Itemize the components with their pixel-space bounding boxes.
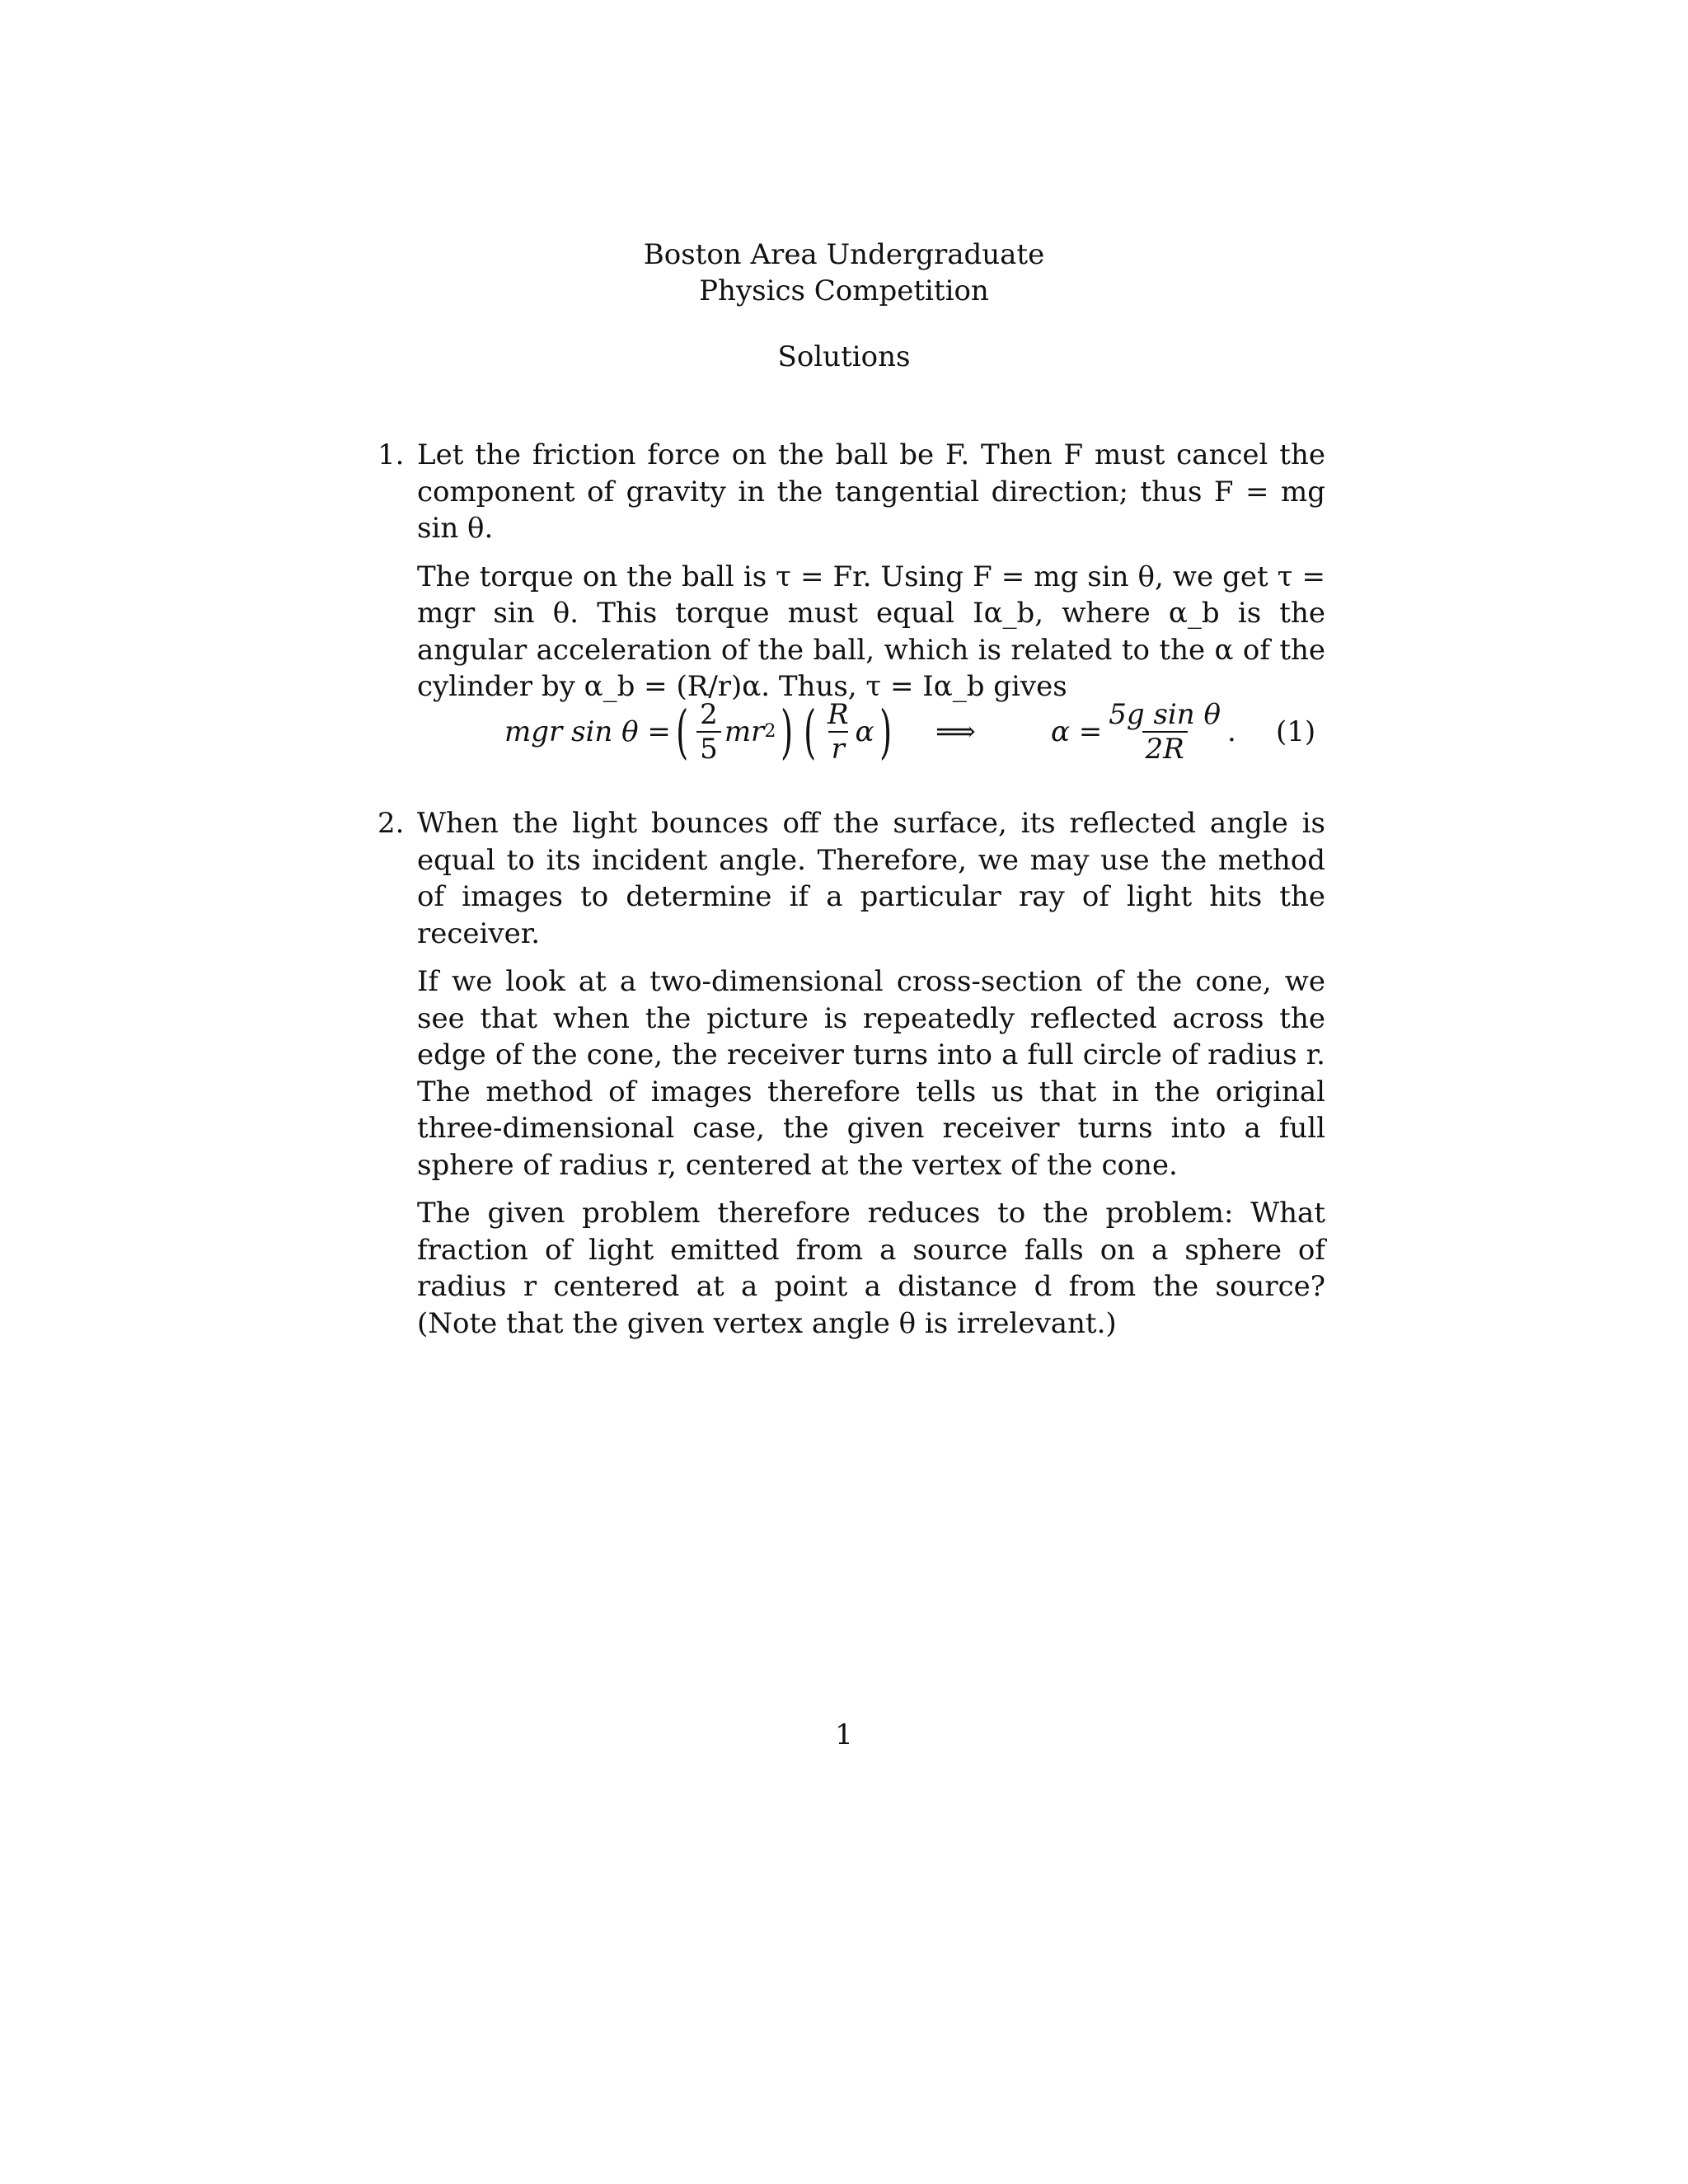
subtitle: Solutions (777, 340, 911, 373)
result-fraction (1105, 698, 1224, 766)
page-number: 1 (835, 1718, 853, 1751)
equation-term: α (855, 715, 874, 748)
fraction-numerator: 5g sin θ (1109, 698, 1221, 731)
problem-number: 1. (377, 438, 405, 471)
problem-2-paragraph-2: If we look at a two-dimensional cross-section of the cone, we see that when the picture is repeatedly reflected across the edge of the cone, the receiver turns into a full circle of radius r. The method of images therefore tells us that in the original three-dimensional case, the given receiver turns into a full sphere of radius r, centered at the vertex of the cone. (417, 965, 1325, 1182)
problem-number: 2. (377, 807, 405, 840)
fraction-r-ratio (824, 698, 852, 766)
title-line-1: Boston Area Undergraduate (643, 238, 1045, 271)
equation-1: mgr sin θ = ( $\frac{2}{5}$ mr 2 ) ( $\frac{R}{r}$ α ) ⟹ α = $\frac{\text{5g sin θ}}{2R}$ . (1) (504, 698, 1316, 766)
result-period: . (1226, 715, 1236, 748)
implies-arrow: ⟹ (935, 715, 976, 748)
equation-label: (1) (1276, 715, 1316, 748)
result-lhs: α = (1051, 715, 1103, 748)
fraction-numerator: R (827, 698, 849, 731)
equation-lhs: mgr sin θ = (504, 715, 671, 748)
fraction-denominator: 2R (1142, 731, 1188, 766)
problem-2-paragraph-3: The given problem therefore reduces to the problem: What fraction of light emitted from a source falls on a sphere of radius r centered at a point a distance d from the source? (Note that the given vertex angle θ is irrelevant.) (417, 1197, 1325, 1340)
problem-1-paragraph-1: Let the friction force on the ball be F. Then F must cancel the component of gravity in the tangential direction; thus F = mg sin θ. (417, 438, 1325, 545)
problem-1 (377, 437, 1325, 705)
fraction-two-fifths (696, 698, 721, 766)
fraction-denominator: 5 (696, 731, 721, 766)
title-line-2: Physics Competition (699, 274, 989, 307)
fraction-numerator: 2 (700, 698, 718, 731)
equation-term: mr (724, 715, 765, 748)
fraction-denominator: r (828, 731, 848, 766)
problem-2-paragraph-1: When the light bounces off the surface, its reflected angle is equal to its incident angle. Therefore, we may use the method of images to determine if a particular ray of light hits the receiver. (417, 807, 1325, 950)
problem-1-paragraph-2: The torque on the ball is τ = Fr. Using F = mg sin θ, we get τ = mgr sin θ. This torque must equal Iα_b, where α_b is the angular acceleration of the ball, which is related to the α of the cylinder by α_b = (R/r)α. Thus, τ = Iα_b gives (417, 560, 1325, 703)
problem-2 (377, 805, 1325, 1342)
